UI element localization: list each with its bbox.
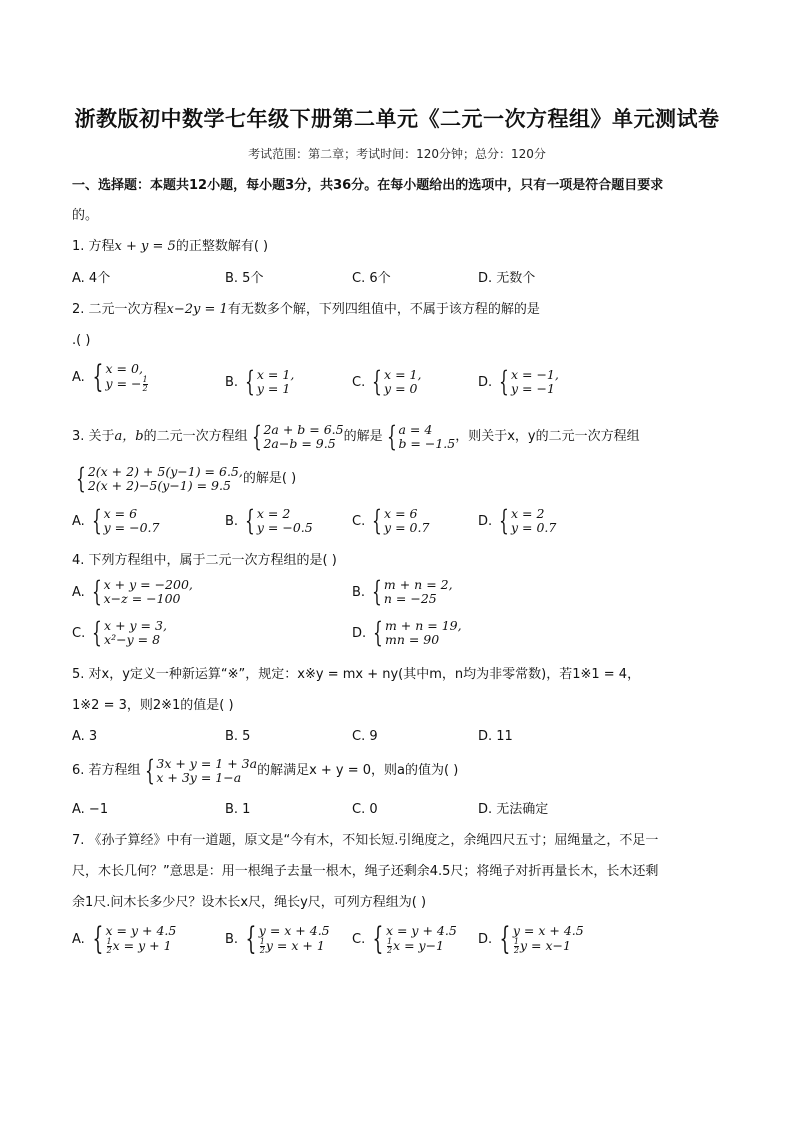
question-7-line2: 尺，木长几何？”意思是：用一根绳子去量一根木，绳子还剩余4.5尺；将绳子对折再量长木，长木还剩 xyxy=(72,864,659,879)
section-heading-line2: 的。 xyxy=(72,208,99,223)
q3-option-d[interactable]: D. { x = 2 y = 0.7 xyxy=(478,504,557,537)
brace-icon: { xyxy=(372,365,383,398)
brace-icon: { xyxy=(245,921,257,957)
q2-stem-line2: .( ) xyxy=(72,333,91,348)
q2-option-b[interactable]: B. { x = 1, y = 1 xyxy=(225,365,295,398)
brace-icon: { xyxy=(144,754,155,787)
q2-option-a[interactable]: A. { x = 0, y = − $\frac{1}{2}$ xyxy=(72,359,148,395)
q6-option-d[interactable]: D. 无法确定 xyxy=(478,802,549,817)
brace-icon: { xyxy=(499,504,509,537)
brace-icon: { xyxy=(372,504,383,537)
question-1-stem: 1. 方程x + y = 5的正整数解有( ) xyxy=(72,239,269,254)
brace-icon: { xyxy=(372,921,384,957)
section-heading-line1: 一、选择题：本题共12小题，每小题3分，共36分。在每小题给出的选项中，只有一项是符合题目要求 xyxy=(72,178,664,193)
question-7-line3: 余1尺.问木长多少尺？设木长x尺，绳长y尺，可列方程组为( ) xyxy=(72,895,427,910)
q3-option-a[interactable]: A. { x = 6 y = −0.7 xyxy=(72,504,160,537)
q5-option-c[interactable]: C. 9 xyxy=(352,729,378,744)
brace-icon: { xyxy=(76,462,86,495)
brace-icon: { xyxy=(92,921,104,957)
page-title: 浙教版初中数学七年级下册第二单元《二元一次方程组》单元测试卷 xyxy=(74,106,720,131)
q2-equation: x−2y = 1 xyxy=(166,302,228,317)
q6-option-a[interactable]: A. −1 xyxy=(72,802,109,817)
brace-icon: { xyxy=(372,575,382,608)
q5-option-d[interactable]: D. 11 xyxy=(478,729,513,744)
brace-icon: { xyxy=(499,921,511,957)
q1-option-c[interactable]: C. 6个 xyxy=(352,271,391,286)
q6-option-b[interactable]: B. 1 xyxy=(225,802,251,817)
q5-option-a[interactable]: A. 3 xyxy=(72,729,98,744)
question-6-stem: 6. 若方程组 { 3x + y = 1 + 3a x + 3y = 1−a 的解满足x + y = 0，则a的值为( ) xyxy=(72,754,459,787)
q4-option-b[interactable]: B. { m + n = 2, n = −25 xyxy=(352,575,453,608)
question-4-stem: 4. 下列方程组中，属于二元一次方程组的是( ) xyxy=(72,553,337,568)
q3-option-c[interactable]: C. { x = 6 y = 0.7 xyxy=(352,504,430,537)
brace-icon: { xyxy=(91,504,102,537)
q7-option-b[interactable]: B. { y = x + 4.5 $\frac{1}{2}$ y = x + 1 xyxy=(225,921,330,957)
q3-option-b[interactable]: B. { x = 2 y = −0.5 xyxy=(225,504,313,537)
q2-option-c[interactable]: C. { x = 1, y = 0 xyxy=(352,365,422,398)
brace-icon: { xyxy=(251,420,262,453)
exam-info: 考试范围：第二章；考试时间：120分钟；总分：120分 xyxy=(248,147,546,161)
question-2-stem: 2. 二元一次方程x−2y = 1有无数多个解，下列四组值中，不属于该方程的解的是 xyxy=(72,302,540,317)
question-7-line1: 7. 《孙子算经》中有一道题，原文是“今有木，不知长短.引绳度之，余绳四尺五寸；屈绳量之，不足一 xyxy=(72,833,659,848)
q7-option-d[interactable]: D. { y = x + 4.5 $\frac{1}{2}$ y = x−1 xyxy=(478,921,584,957)
brace-icon: { xyxy=(91,575,102,608)
q2-option-d[interactable]: D. { x = −1, y = −1 xyxy=(478,365,559,398)
q4-option-a[interactable]: A. { x + y = −200, x−z = −100 xyxy=(72,575,193,608)
question-3-system: { 2(x + 2) + 5(y−1) = 6.5, 2(x + 2)−5(y−1) = 9.5 的解是( ) xyxy=(76,462,297,495)
q6-option-c[interactable]: C. 0 xyxy=(352,802,378,817)
q7-option-a[interactable]: A. { x = y + 4.5 $\frac{1}{2}$ x = y + 1 xyxy=(72,921,177,957)
brace-icon: { xyxy=(245,504,255,537)
q1-option-d[interactable]: D. 无数个 xyxy=(478,271,536,286)
question-3-stem: 3. 关于 a，b 的二元一次方程组 { 2a + b = 6.5 2a−b = 9.5 的解是 { a = 4 b = −1.5 ，则关于x，y的二元一次方程组 xyxy=(72,420,640,453)
q4-option-c[interactable]: C. { x + y = 3, x²−y = 8 xyxy=(72,616,167,649)
q1-option-b[interactable]: B. 5个 xyxy=(225,271,264,286)
q1-option-a[interactable]: A. 4个 xyxy=(72,271,111,286)
question-5-line1: 5. 对x，y定义一种新运算“※”，规定：x※y = mx + ny(其中m，n均为非零常数)，若1※1 = 4， xyxy=(72,667,641,682)
q4-option-d[interactable]: D. { m + n = 19, mn = 90 xyxy=(352,616,462,649)
brace-icon: { xyxy=(499,365,509,398)
brace-icon: { xyxy=(92,616,103,649)
q7-option-c[interactable]: C. { x = y + 4.5 $\frac{1}{2}$ x = y−1 xyxy=(352,921,457,957)
question-5-line2: 1※2 = 3，则2※1的值是( ) xyxy=(72,698,234,713)
q5-option-b[interactable]: B. 5 xyxy=(225,729,251,744)
brace-icon: { xyxy=(92,359,104,395)
q1-equation: x + y = 5 xyxy=(114,239,176,254)
brace-icon: { xyxy=(386,420,397,453)
brace-icon: { xyxy=(373,616,383,649)
brace-icon: { xyxy=(245,365,255,398)
